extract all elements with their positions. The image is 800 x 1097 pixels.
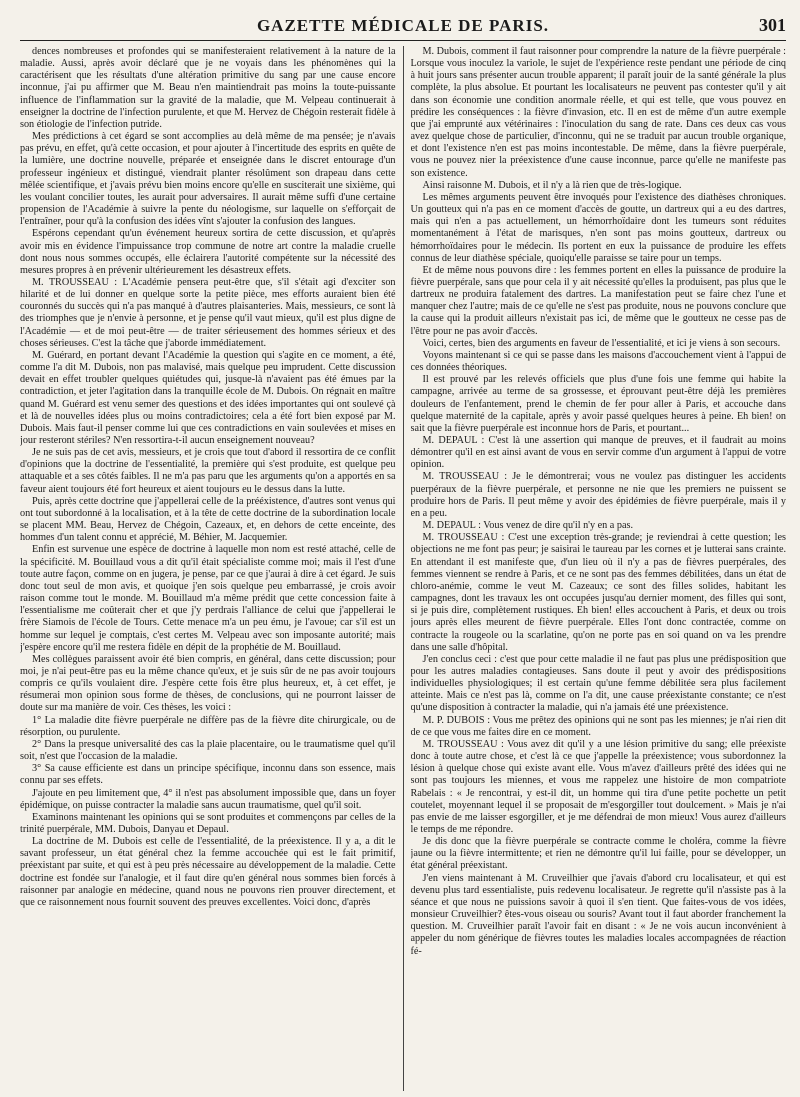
paragraph: Il est prouvé par les relevés officiels que plus d'une fois une femme qui habite la campagne, arrivée au terme de sa grossesse, et éprouvant peut-être déjà les premières douleurs de l'enfantement, prend le chemin de fer pour aller à Paris, et accouche dans quelque maternité de la capitale, après y avoir passé quelques heures à peine. Eh bien! on sait que la fièvre puerpérale est inconnue hors de Paris, et pourtant... bbox=[410, 374, 787, 434]
paragraph: Ainsi raisonne M. Dubois, et il n'y a là rien que de très-logique. bbox=[422, 179, 682, 191]
column-rule bbox=[403, 46, 404, 1091]
paragraph: Puis, après cette doctrine que j'appellerai celle de la prééxistence, d'autres sont venus qui ont tout subordonné à la localisation, et à la tête de cette doctrine de la subordination locale se placent MM. Beau, Hervez de Chégoin, Cazeaux, et, en dehors de cette enceinte, des hommes d'un talent connu et apprécié, M. Béhier, M. Jacquemier. bbox=[20, 495, 396, 544]
page-header bbox=[20, 14, 786, 41]
paragraph: 3° Sa cause efficiente est dans un principe spécifique, inconnu dans son essence, mais connu par ses effets. bbox=[20, 763, 396, 787]
paragraph: J'ajoute en peu limitement que, 4° il n'est pas absolument impossible que, dans un foyer épidémique, on puisse contracter la maladie sans aucun traumatisme, quel qu'il soit. bbox=[20, 787, 396, 811]
paragraph: M. DEPAUL : C'est là une assertion qui manque de preuves, et il faudrait au moins démontrer qu'il en est ainsi avant de vous en servir comme d'un argument à l'appui de votre opinion. bbox=[410, 435, 787, 471]
paragraph: J'en conclus ceci : c'est que pour cette maladie il ne faut pas plus une prédisposition que pour les autres maladies contagieuses. Sans doute il peut y avoir des prédispositions individuelles physiologiques; il est certain qu'une femme débilitée sera plus facilement atteinte. Mais ce n'est pas là, comme on l'a dit, une cause préexistante constante; ce n'est qu'une disposition à contracter la maladie, qui n'a jamais été une préexistence. bbox=[410, 653, 787, 714]
paragraph: M. TROUSSEAU : Vous avez dit qu'il y a une lésion primitive du sang; elle préexiste donc à toute autre chose, et c'est là ce que j'appelle la préexistence; vous subordonnez la lésion à quelque chose qui existe avant elle. Vous m'avez d'ailleurs prêté des idées qui ne sont pas toujours les miennes, et vous me rappelez une histoire de mon compatriote Rabelais : « Je rencontrai, y est-il dit, un homme qui tira d'une petite pochette un petit coutelet, moyennant lequel il se proposait de m'esgorgiller tout doulcement. » Mais je n'ai pas envie de me laisser esgorgiller, et je me défendrai de mon mieux! Vous aurez d'ailleurs le temps de me répondre. bbox=[410, 738, 787, 835]
paragraph: Je dis donc que la fièvre puerpérale se contracte comme le choléra, comme la fièvre jaune ou la fièvre intermittente; et rien ne démontre qu'il lui faille, pour se développer, un état général préexistant. bbox=[410, 836, 787, 872]
paragraph: Voici, certes, bien des arguments en faveur de l'essentialité, et ici je viens à son secours. bbox=[422, 337, 781, 349]
paragraph: Espérons cependant qu'un événement heureux sortira de cette discussion, et qu'après avoir mis en évidence l'impuissance trop commune de notre art contre la maladie cruelle dont nous nous sommes occupés, elle éclairera l'autorité compétente sur la nécessité des mesures propres à en prévenir ultérieurement les désastreux effets. bbox=[20, 228, 396, 276]
paragraph: Enfin est survenue une espèce de doctrine à laquelle mon nom est resté attaché, celle de la spécificité. M. Bouillaud vous a dit qu'il était spécialiste comme moi; mais il l'est d'une toute autre façon, comme on en jugera, je pense, par ce que j'aurai à dire à cet égard. Je suis donc tout seul de mon avis, et quoique j'en sois quelque peu embarrassé, je crois avoir raison comme tout le monde. M. Bouillaud m'a même prédit que cette concession faite à l'essentialisme me coûterait cher et que j'y perdrais l'alliance de celui que j'appellerai le frère Siamois de l'école de Tours. Cette menace m'a un peu ému, je l'avoue; car s'il est un homme sur lequel je comptais, c'est certes M. Velpeau avec son imposante autorité; mais j'espère encore qu'il me restera fidèle en dépit de la prophétie de M. Bouillaud. bbox=[20, 544, 396, 653]
text-columns bbox=[20, 46, 786, 1091]
paragraph: 1° La maladie dite fièvre puerpérale ne diffère pas de la fièvre dite chirurgicale, ou de résorption, ou purulente. bbox=[20, 714, 396, 738]
paragraph: Et de même nous pouvons dire : les femmes portent en elles la puissance de produire la fièvre puerpérale, sans que pour cela il y ait nécessité qu'elles la produisent, pas plus que le dartreux ne produira fatalement des dartres. La manifestation peut se faire chez l'une et manquer chez l'autre; mais de ce qu'elle ne s'est pas produite, nous ne pouvons conclure que la cause qui la produit ailleurs n'existait pas ici, de même que le goutteux ne cesse pas de l'être pour ne pas avoir d'accès. bbox=[410, 264, 787, 337]
paragraph: Examinons maintenant les opinions qui se sont produites et commençons par celles de la trinité puerpérale, MM. Dubois, Danyau et Depaul. bbox=[20, 811, 396, 835]
paragraph: M. TROUSSEAU : C'est une exception très-grande; je reviendrai à cette question; les objections ne me font pas peur; je saisirai le taureau par les cornes et je lutterai sans crainte. En attendant il est manifeste que, d'un lieu où il n'y a pas de fièvres puerpérales, des femmes viennent se rendre à Paris, et ce ne sont pas des femmes débilitées, dans un état de chloro-anémie, comme le veut M. Cazeaux; ce sont des filles solides, habitant les campagnes, dont les travaux les ont occupées jusqu'au dernier moment, des filles qui sont, si je puis dire, complètement rustiques. Eh bien! elles accouchent à Paris, et deux ou trois jours après elles meurent de fièvre puerpérale. Elles l'ont donc contractée, comme on contracte la rougeole ou la scarlatine, qu'on ne porte pas en soi quand on va les prendre dans une salle d'hôpital. bbox=[410, 532, 787, 653]
right-column bbox=[411, 46, 787, 1091]
paragraph: M. DEPAUL : Vous venez de dire qu'il n'y en a pas. bbox=[422, 520, 634, 532]
paragraph: Voyons maintenant si ce qui se passe dans les maisons d'accouchement vient à l'appui de ces données théoriques. bbox=[410, 349, 787, 374]
paragraph: Je ne suis pas de cet avis, messieurs, et je crois que tout d'abord il ressortira de ce conflit d'opinions que la doctrine de l'essentialité, la première qui s'est produite, est quelque peu attaquable et a ses côtés faibles. Il ne m'a pas paru que les arguments qu'on a apportés en sa faveur aient toujours été fort heureux et aient toujours eu le dessus dans la lutte. bbox=[20, 447, 396, 495]
paragraph: Mes prédictions à cet égard se sont accomplies au delà même de ma pensée; je n'avais pas prévu, en effet, qu'à cette occasion, et pour ajouter à l'incertitude des esprits en quête de la lumière, une doctrine nouvelle, préparée et enseignée dans le discret entourage d'un professeur ingénieux et distingué, viendrait planter résolûment son drapeau dans cette mêlée scientifique, et j'avais prévu bien moins encore qu'elle en susciterait une sixième, qui les voulant concilier toutes, les aurait pour adversaires. Il aurait même suffi d'une certaine propension de l'Académie à suivre la pente du néologisme, sur laquelle on s'efforçait de l'entraîner, pour qu'à la confusion des idées vînt s'ajouter la confusion des langues. bbox=[20, 131, 396, 228]
paragraph: M. Guérard, en portant devant l'Académie la question qui s'agite en ce moment, a été, comme l'a dit M. Dubois, non pas malavisé, mais quelque peu imprudent. Cette discussion devait en effet troubler quelques quiétudes qui, jusque-là n'avaient pas été émues par la contradiction, et jeter l'agitation dans la tranquille école de M. Dubois. On régnait en maître quand M. Guérard est venu semer des questions et des idées importantes qui ont soulevé çà et là de nouvelles idées plus ou moins contradictoires; cela a été fort bien exposé par M. Dubois. Mais faut-il penser comme lui que ces contradictions en vain soulevées et mises en jour resteront stériles? N'en ressortira-t-il aucun enseignement nouveau? bbox=[20, 349, 396, 446]
page-number: 301 bbox=[759, 15, 786, 35]
paragraph: M. TROUSSEAU : L'Académie pensera peut-être que, s'il s'était agi d'exciter son hilarité et de lui donner en quelque sorte la petite pièce, mes efforts auraient bien été couronnés du succès qui n'a pas manqué à d'autres plaisanteries. Mais, messieurs, ce sont là des triomphes que je n'envie à personne, et je pense qu'il vaut mieux, qu'il est plus digne de l'Académie — et de moi peut-être — de traiter sérieusement des hommes sérieux et des choses sérieuses. C'est la tâche que j'aborde immédiatement. bbox=[20, 276, 396, 349]
left-column bbox=[20, 46, 396, 1091]
paragraph: Mes collègues paraissent avoir été bien compris, en général, dans cette discussion; pour moi, je n'ai peut-être pas eu la même chance qu'eux, et je suis sûr de ne pas avoir toujours compris ce qu'ils voulaient dire. J'espère cette fois être plus heureux, et, à cet effet, je résumerai mon opinion sous forme de thèses, de conclusions, qui ne pourront laisser de doute sur ma manière de voir. Ces thèses, les voici : bbox=[20, 653, 396, 714]
paragraph: dences nombreuses et profondes qui se manifesteraient relativement à la nature de la maladie. Aussi, après avoir déclaré que je ne voyais dans les phénomènes qui la caractérisent que les résultats d'une altération primitive du sang par une cause encore inconnue, j'ai pu affirmer que M. Beau n'en maintiendrait pas moins la toute-puissante influence de l'inflammation sur la gravité de la maladie, que M. Velpeau continuerait à enseigner la doctrine de l'infection purulente, et que M. Hervez de Chégoin resterait fidèle à son étiologie de l'infection putride. bbox=[20, 46, 396, 130]
paragraph: 2° Dans la presque universalité des cas la plaie placentaire, ou le traumatisme quel qu'il soit, n'est que l'occasion de la maladie. bbox=[20, 738, 396, 763]
paragraph: M. P. DUBOIS : Vous me prêtez des opinions qui ne sont pas les miennes; je n'ai rien dit de ce que vous me faites dire en ce moment. bbox=[410, 714, 787, 738]
journal-title: GAZETTE MÉDICALE DE PARIS. bbox=[256, 16, 550, 35]
paragraph: M. TROUSSEAU : Je le démontrerai; vous ne voulez pas distinguer les accidents puerpéraux de la fièvre puerpérale, et personne ne nie que les premiers ne puissent se produire hors de Paris. Il peut même y avoir des épidémies de fièvre puerpérale, mais il y en a peu. bbox=[410, 471, 787, 519]
paragraph: Les mêmes arguments peuvent être invoqués pour l'existence des diathèses chroniques. Un goutteux qui n'a pas en ce moment d'accès de goutte, un dartreux qui a eu des dartres, mais qui n'en a pas actuellement, un hémorrhoïdaire dont les tumeurs sont réduites momentanément à l'état de marisques, n'en sont pas moins goutteux, dartreux ou hémorrhoïdaires pour le médecin. Ils portent en eux la puissance de produire les effets connus de leur diathèse spéciale, quoiqu'elle paraisse se taire pour un temps. bbox=[410, 191, 787, 264]
paragraph: M. Dubois, comment il faut raisonner pour comprendre la nature de la fièvre puerpérale : Lorsque vous inoculez la variole, le sujet de l'expérience reste pendant une période de cinq à huit jours sans présenter aucun trouble apparent; il paraît jouir de la santé générale la plus complète, la plus absolue. Et pourtant les localisateurs ne peuvent pas contester qu'il y ait dans son économie une condition anormale réelle, et qui est telle, que vous pouvez en prédire les conséquences : la fièvre d'invasion, etc. Il en est de même d'un autre exemple que j'ai emprunté aux vétérinaires : l'inoculation du sang de rate. Dans ces deux cas vous avez quelque chose de particulier, d'inconnu, qui ne se traduit par aucun trouble organique, et dont l'existence n'en est pas moins incontestable. De même, dans la fièvre puerpérale, vous ne pouvez nier la préexistence d'une cause inconnue, parce qu'elle ne manifeste pas son existence. bbox=[410, 46, 787, 179]
paragraph: J'en viens maintenant à M. Cruveilhier que j'avais d'abord cru localisateur, et qui est devenu plus tard essentialiste, puis redevenu localisateur. Je regrette qu'il n'assiste pas à la séance et que nous ne puissions savoir à quoi il s'en tient. Que faites-vous de vos idées, monsieur Cruveilhier? êtes-vous oiseau ou souris? Avant tout il faut aborder franchement la question. M. Cruveilhier paraît l'avoir fait en disant : « Je ne vois aucun inconvénient à appeler du nom générique de fièvres toutes les maladies locales accompagnées de réaction fé- bbox=[410, 872, 787, 957]
paragraph: La doctrine de M. Dubois est celle de l'essentialité, de la préexistence. Il y a, a dit le savant professeur, un état général chez la femme accouchée qui est le fait primitif, préexistant par suite, et qui est à peu près nécessaire au développement de la maladie. Cette doctrine est fondée sur l'analogie, et il faut dire qu'en général nous sommes bien forcés à raisonner par analogie en médecine, quand nous ne pouvons rien prouver directement, et que ce raisonnement nous fournit souvent des preuves excellentes. Voici donc, d'après bbox=[20, 836, 396, 908]
